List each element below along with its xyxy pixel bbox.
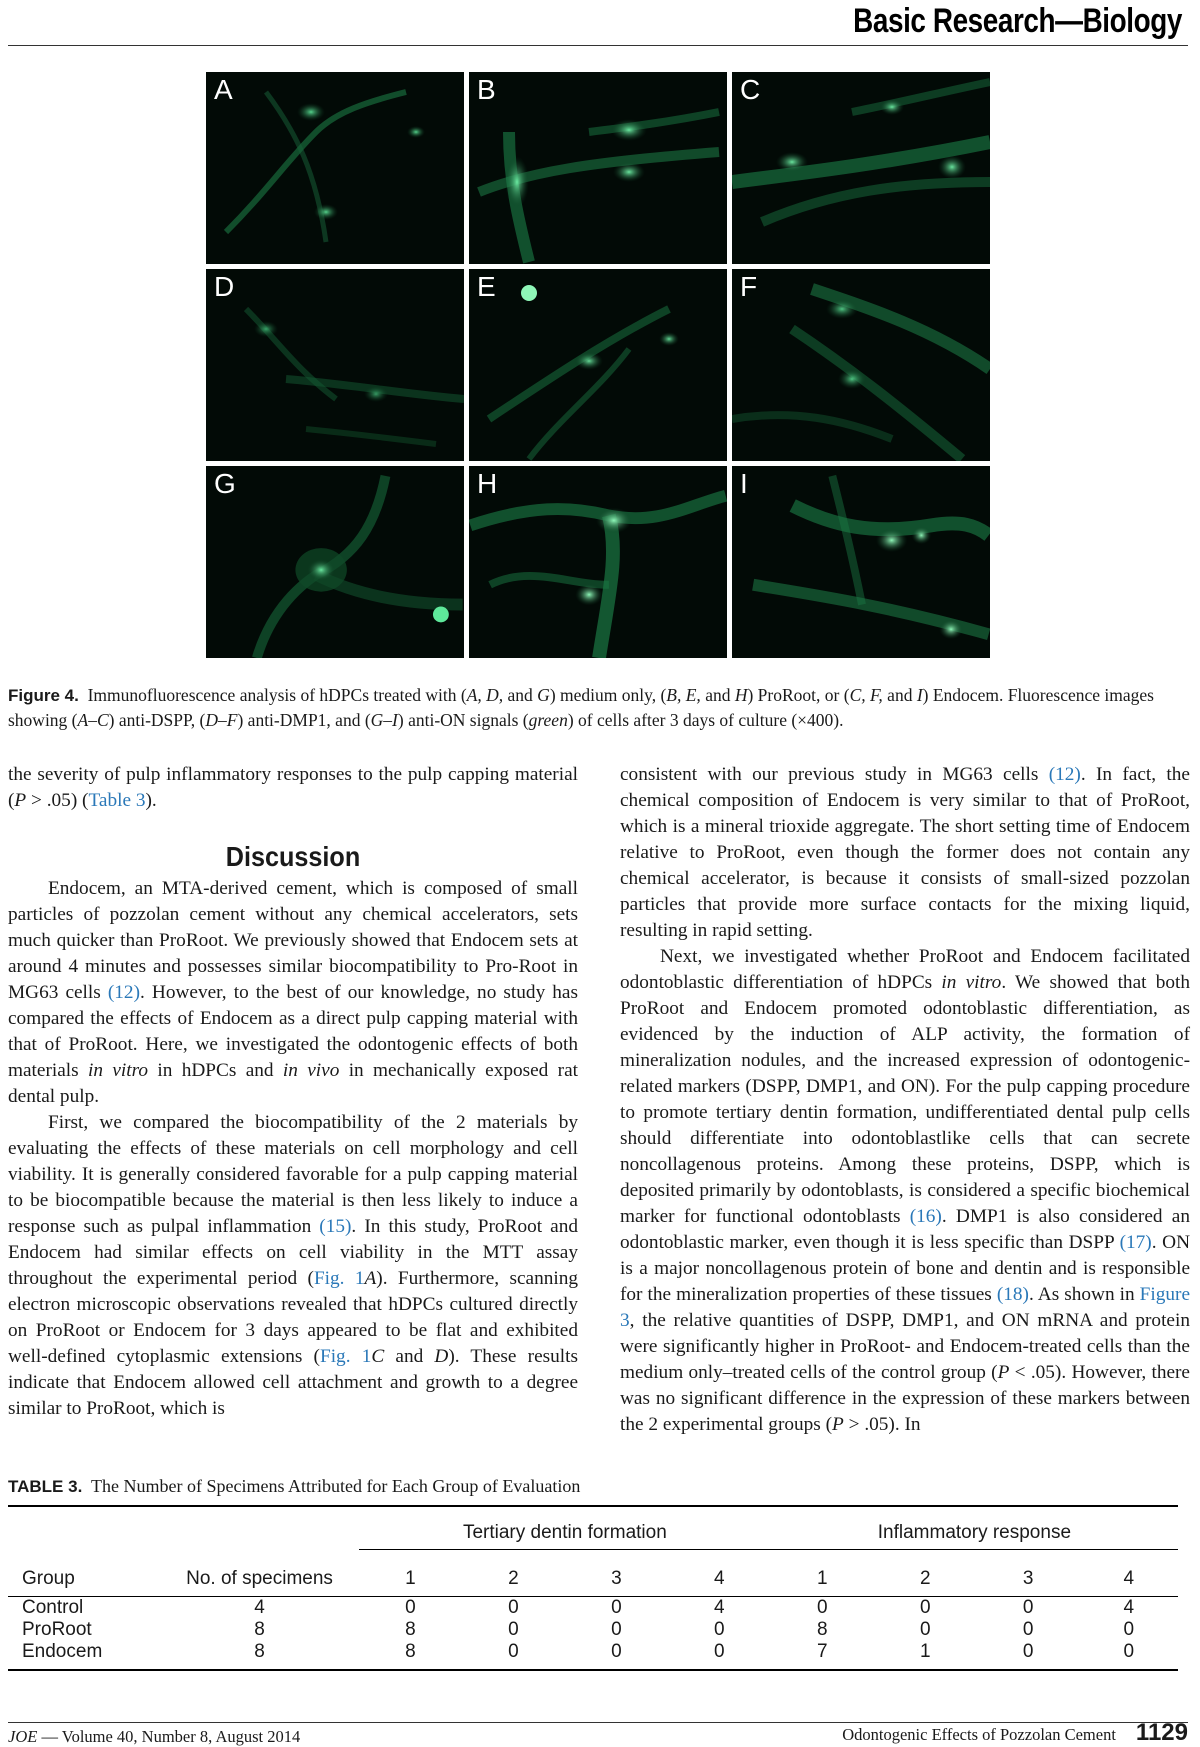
- fig-1-link[interactable]: Fig. 1: [319, 1346, 372, 1367]
- page-footer: [8, 1719, 1188, 1746]
- panel-label: E: [477, 271, 496, 302]
- panel-label: H: [477, 468, 498, 499]
- column-header: Group: [8, 1550, 160, 1597]
- column-header: 1: [359, 1550, 462, 1597]
- paragraph: Next, we investigated whether ProRoot and Endocem facilitated odontoblastic differentiation of hDPCs in vitro. We showed that both ProRoot and Endocem promoted odontoblastic differentiation, as evidenced by the induction of ALP activity, the formation of mineralization nodules, and the increased expression of odontogenic-related markers (DSPP, DMP1, and ON). For the pulp capping procedure to promote tertiary dentin formation, undifferentiated dental pulp cells should differentiate into odontoblastlike cells that can secrete noncollagenous proteins. Among these proteins, DSPP, which is deposited primarily by odontoblasts, is considered a specific biochemical marker for functional odontoblasts (16). DMP1 is also considered an odontoblastic marker, even though it is less specific than DSPP (17). ON is a major noncollagenous protein of bone and dentin and is responsible for the mineralization properties of these tissues (18). As shown in Figure 3, the relative quantities of DSPP, DMP1, and ON mRNA and protein were significantly higher in ProRoot- and Endocem-treated cells than the medium only–treated cells of the control group (P < .05). However, there was no significant difference in the expression of these markers between the 2 experimental groups (P > .05). In: [620, 946, 1191, 1435]
- table-3: [8, 1505, 1178, 1671]
- right-column: [620, 762, 1190, 1438]
- panel-label: A: [214, 74, 233, 105]
- ref-12-link[interactable]: (12): [1048, 764, 1081, 785]
- running-title: Odontogenic Effects of Pozzolan Cement: [842, 1725, 1116, 1744]
- figure-panel-a: [206, 72, 464, 264]
- figure-4: [206, 72, 990, 660]
- discussion-heading: Discussion: [225, 841, 361, 872]
- ref-16-link[interactable]: (16): [909, 1206, 942, 1227]
- table-3-link[interactable]: Table 3: [88, 790, 146, 811]
- panel-label: F: [740, 271, 758, 302]
- column-header: 4: [1080, 1550, 1178, 1597]
- column-header: 2: [462, 1550, 565, 1597]
- journal-issue: — Volume 40, Number 8, August 2014: [37, 1727, 301, 1746]
- page-number: 1129: [1135, 1719, 1188, 1746]
- group-header-inflammatory: Inflammatory response: [771, 1517, 1178, 1550]
- figure-panel-d: [206, 269, 464, 461]
- panel-label: C: [740, 74, 761, 105]
- ref-17-link[interactable]: (17): [1119, 1232, 1152, 1253]
- panel-label: B: [477, 74, 496, 105]
- column-header: 2: [874, 1550, 977, 1597]
- panel-label: G: [214, 468, 236, 499]
- table-title: The Number of Specimens Attributed for Each Group of Evaluation: [91, 1476, 581, 1496]
- figure-panel-i: [732, 466, 990, 658]
- ref-18-link[interactable]: (18): [996, 1284, 1029, 1305]
- header-rule: [8, 45, 1188, 46]
- column-header: 4: [668, 1550, 771, 1597]
- ref-12-link[interactable]: (12): [107, 982, 140, 1003]
- paragraph: the severity of pulp inflammatory responses to the pulp capping material (P > .05) (Table 3).: [8, 764, 578, 811]
- left-column: [8, 762, 578, 1422]
- figure-panel-g: [206, 466, 464, 658]
- table-row: Endocem 8 8 0 0 0 7 1 0 0: [22, 1641, 1135, 1662]
- column-header: 3: [565, 1550, 668, 1597]
- figure-panel-e: [469, 269, 727, 461]
- figure-caption: Figure 4. Immunofluorescence analysis of hDPCs treated with (A, D, and G) medium only, (B, E, and H) ProRoot, or (C, F, and I) Endocem. Fluorescence images showing (A–C) anti-DSPP, (D–F) anti-DMP1, and (G–I) anti-ON signals (green) of cells after 3 days of culture (×400).: [8, 685, 1154, 730]
- panel-label: D: [214, 271, 235, 302]
- paragraph: Endocem, an MTA-derived cement, which is composed of small particles of pozzolan cement without any chemical accelerators, sets much quicker than ProRoot. We previously showed that Endocem sets at around 4 minutes and possesses similar biocompatibility to Pro-Root in MG63 cells (12). However, to the best of our knowledge, no study has compared the effects of Endocem as a direct pulp capping material with that of ProRoot. Here, we investigated the odontogenic effects of both materials in vitro in hDPCs and in vivo in mechanically exposed rat dental pulp.: [8, 878, 578, 1107]
- paragraph: consistent with our previous study in MG63 cells (12). In fact, the chemical composition of Endocem is very similar to that of ProRoot, which is a mineral trioxide aggregate. The short setting time of Endocem relative to ProRoot, even though the former does not contain any chemical accelerator, is because it consists of small-sized pozzolan particles that provide more surface contacts for the mixing liquid, resulting in rapid setting.: [620, 764, 1190, 941]
- column-header: No. of specimens: [160, 1550, 359, 1597]
- journal-name: JOE: [8, 1727, 38, 1746]
- panel-label: I: [740, 468, 748, 499]
- figure-panel-c: [732, 72, 990, 264]
- ref-15-link[interactable]: (15): [319, 1216, 352, 1237]
- paragraph: First, we compared the biocompatibility of the 2 materials by evaluating the effects of these materials on cell morphology and cell viability. It is generally considered favorable for a pulp capping material to be biocompatible because the material is then less likely to induce a response such as pulpal inflammation (15). In this study, ProRoot and Endocem had similar effects on cell viability in the MTT assay throughout the experimental period (Fig. 1A). Furthermore, scanning electron microscopic observations revealed that hDPCs cultured directly on ProRoot or Endocem for 3 days appeared to be flat and exhibited well-defined cytoplasmic extensions (Fig. 1C and D). These results indicate that Endocem allowed cell attachment and growth to a degree similar to ProRoot, which is: [8, 1112, 578, 1419]
- figure-panel-h: [469, 466, 727, 658]
- table-caption: [8, 1476, 580, 1497]
- figure-label: Figure 4.: [8, 686, 79, 705]
- column-header: 1: [771, 1550, 874, 1597]
- fig-1-link[interactable]: Fig. 1: [313, 1268, 365, 1289]
- column-header: 3: [977, 1550, 1080, 1597]
- table-label: TABLE 3.: [8, 1477, 83, 1496]
- table-row: Control 4 0 0 0 4 0 0 0 4: [22, 1597, 1135, 1618]
- section-title: Basic Research—Biology: [853, 2, 1182, 40]
- figure-3-link[interactable]: Figure 3: [620, 1284, 1191, 1331]
- group-header-tertiary: Tertiary dentin formation: [359, 1517, 771, 1550]
- figure-panel-b: [469, 72, 727, 264]
- table-row: ProRoot 8 8 0 0 0 8 0 0 0: [22, 1619, 1135, 1640]
- figure-panel-f: [732, 269, 990, 461]
